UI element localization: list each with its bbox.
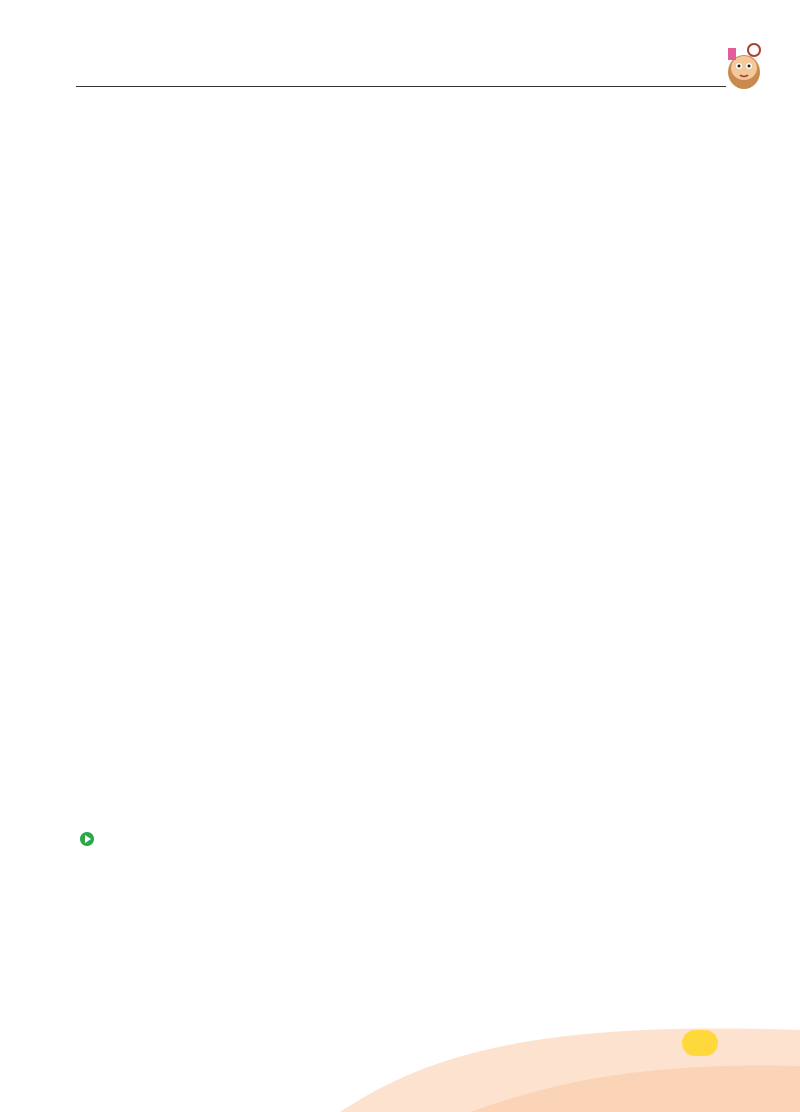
play-bullet-icon xyxy=(80,832,94,846)
section-title xyxy=(80,832,102,846)
header-rule xyxy=(76,86,726,87)
page-number xyxy=(682,1030,718,1056)
mascot-icon xyxy=(718,38,770,92)
footer-wave-decoration xyxy=(0,1000,800,1112)
